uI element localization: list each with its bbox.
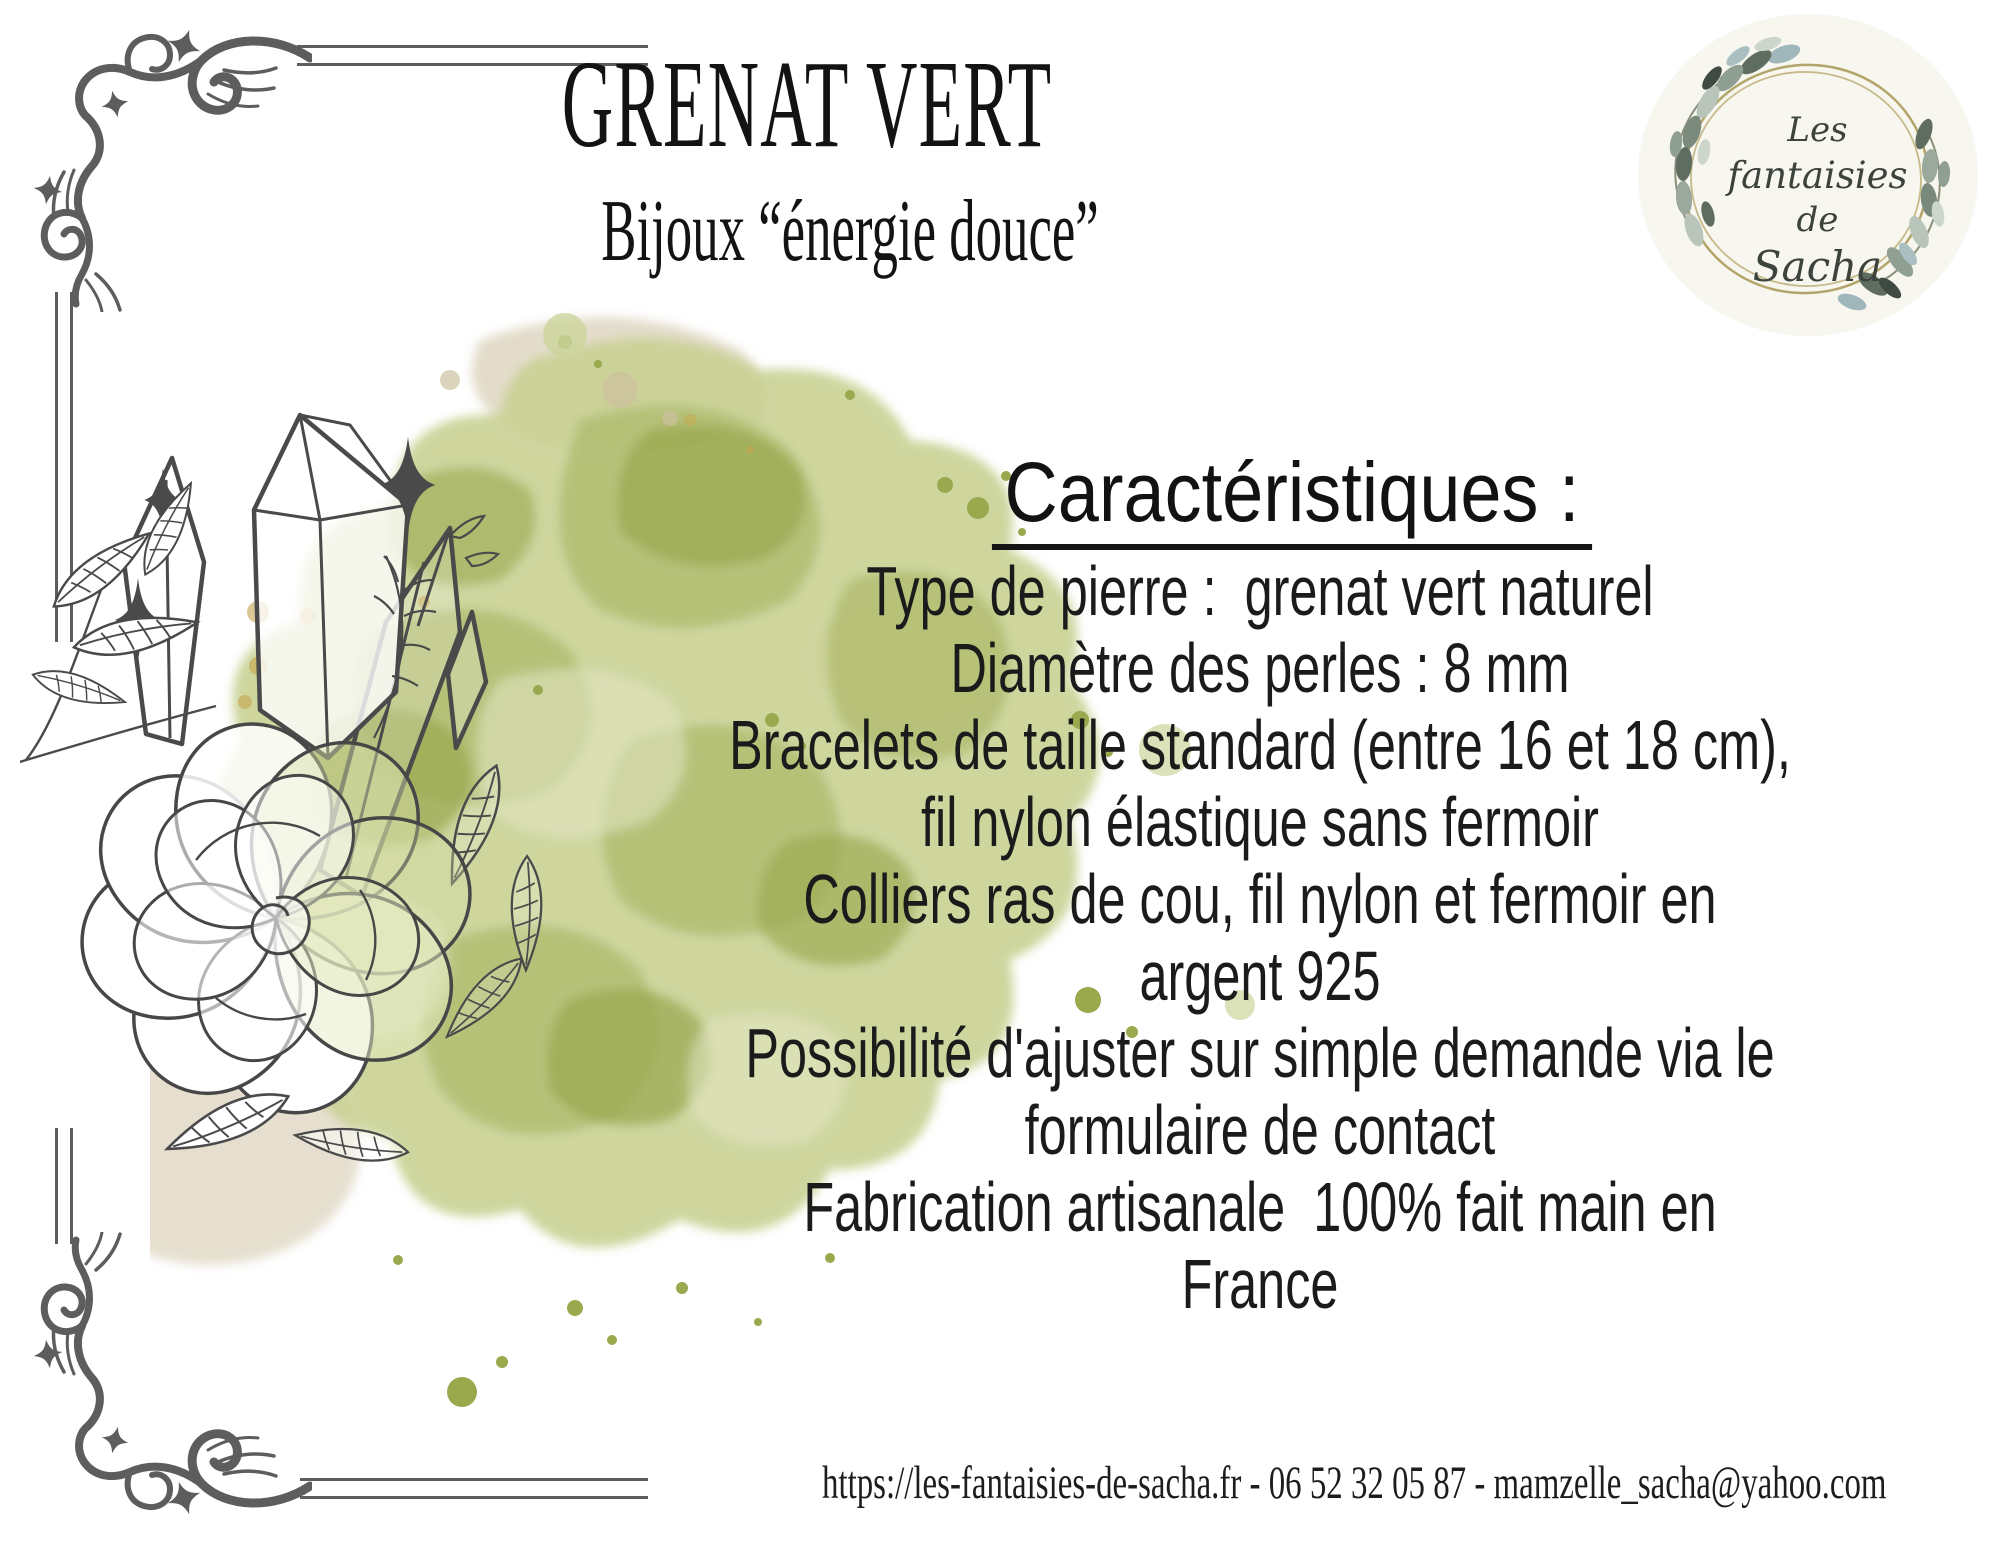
characteristic-line: fil nylon élastique sans fermoir: [921, 783, 1599, 861]
characteristic-line: Diamètre des perles : 8 mm: [950, 629, 1570, 707]
characteristic-line: Colliers ras de cou, fil nylon et fermoir en: [803, 860, 1717, 938]
characteristic-line: Fabrication artisanale 100% fait main en: [803, 1168, 1717, 1246]
logo-text-line: de: [1796, 200, 1839, 240]
brand-logo: [1638, 14, 1978, 336]
characteristic-line: Bracelets de taille standard (entre 16 et 18 cm),: [729, 706, 1791, 784]
characteristic-line: formulaire de contact: [1024, 1091, 1496, 1169]
page-subtitle: Bijoux “énergie douce”: [601, 183, 1099, 280]
page-title: GRENAT VERT: [561, 36, 1053, 174]
corner-flourish-icon: [12, 12, 312, 312]
characteristic-line: Possibilité d'ajuster sur simple demande via le: [745, 1014, 1775, 1092]
logo-text-line: fantaisies: [1727, 154, 1908, 197]
characteristics-heading: Caractéristiques :: [852, 450, 1732, 550]
crystal-flower-illustration: [20, 330, 640, 1180]
logo-text-line: Les: [1787, 110, 1848, 150]
characteristic-line: argent 925: [1139, 937, 1381, 1015]
logo-text-line: Sacha: [1752, 242, 1883, 291]
characteristic-line: France: [1181, 1245, 1339, 1323]
footer-contact: https://les-fantaisies-de-sacha.fr - 06 52 32 05 87 - mamzelle_sacha@yahoo.com: [822, 1457, 1887, 1509]
leaf-cluster-bottom: [160, 1082, 410, 1168]
characteristic-line: Type de pierre : grenat vert naturel: [866, 552, 1654, 630]
frame-bottom-double-line: [300, 1478, 648, 1499]
peony-flower-icon: [69, 711, 484, 1126]
characteristics-list: [698, 553, 1821, 1323]
